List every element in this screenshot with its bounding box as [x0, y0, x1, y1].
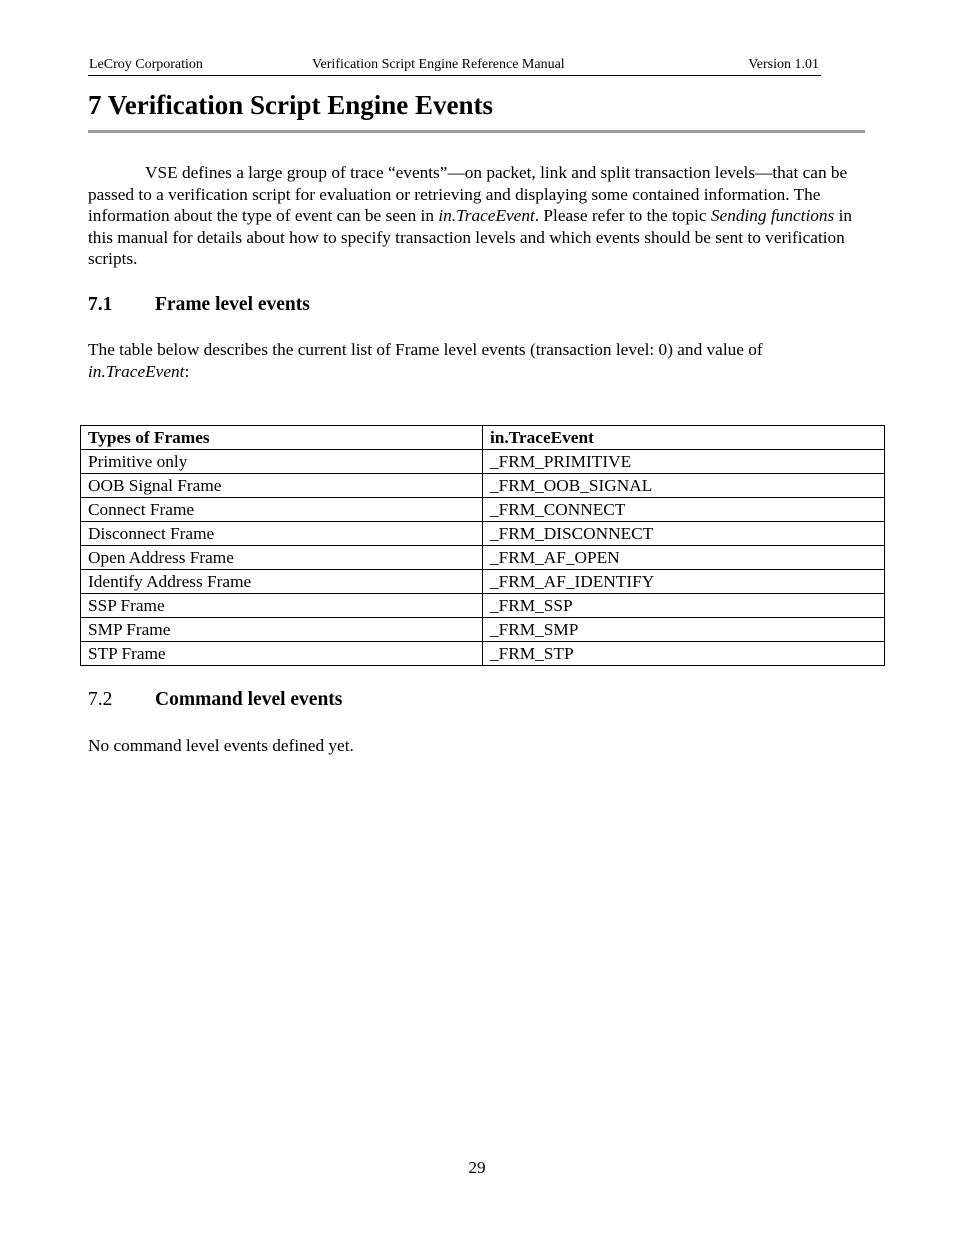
- table-row: [81, 474, 885, 498]
- column-header-frame-type: Types of Frames: [81, 426, 483, 450]
- frame-type-cell: Identify Address Frame: [81, 570, 483, 594]
- table-row: [81, 450, 885, 474]
- frame-type-cell: Open Address Frame: [81, 546, 483, 570]
- frame-type-cell: Primitive only: [81, 450, 483, 474]
- intro-italic-trace-event: in.TraceEvent: [438, 206, 535, 226]
- trace-event-cell: _FRM_DISCONNECT: [483, 522, 885, 546]
- command-level-description: No command level events defined yet.: [88, 736, 354, 755]
- table-row: [81, 546, 885, 570]
- section-heading-command-level: [88, 688, 342, 712]
- section-heading-frame-level: [88, 293, 310, 317]
- trace-event-cell: _FRM_OOB_SIGNAL: [483, 474, 885, 498]
- trace-event-cell: _FRM_STP: [483, 642, 885, 666]
- intro-text-2: . Please refer to the topic: [534, 206, 711, 226]
- table-row: [81, 594, 885, 618]
- frame-type-cell: STP Frame: [81, 642, 483, 666]
- intro-text-1: VSE defines a large group of trace “events”—on packet, link and split transaction levels—that can be passed to a verification script for evaluation or retrieving and displaying some contained information. The information about the type of event can be seen in: [88, 163, 848, 226]
- frame-level-italic-trace-event: in.TraceEvent: [88, 361, 185, 381]
- trace-event-cell: _FRM_PRIMITIVE: [483, 450, 885, 474]
- trace-event-cell: _FRM_AF_IDENTIFY: [483, 570, 885, 594]
- frame-type-cell: SSP Frame: [81, 594, 483, 618]
- section-title: Frame level events: [155, 294, 310, 315]
- table-row: [81, 522, 885, 546]
- frame-events-table: [80, 425, 885, 666]
- header-company: LeCroy Corporation: [89, 57, 203, 72]
- frame-type-cell: OOB Signal Frame: [81, 474, 483, 498]
- header-manual-title: Verification Script Engine Reference Manual: [312, 57, 565, 72]
- table-row: [81, 642, 885, 666]
- frame-level-text-end: :: [184, 361, 190, 381]
- intro-paragraph: [88, 162, 858, 270]
- frame-level-text: The table below describes the current list of Frame level events (transaction level: 0) and value of: [88, 340, 763, 359]
- chapter-rule: [88, 130, 865, 133]
- section-number: 7.2: [88, 689, 113, 710]
- table-row: [81, 570, 885, 594]
- trace-event-cell: _FRM_AF_OPEN: [483, 546, 885, 570]
- running-header: [88, 57, 821, 76]
- intro-italic-sending-functions: Sending functions: [710, 206, 835, 226]
- table-row: [81, 618, 885, 642]
- section-title: Command level events: [155, 689, 343, 710]
- header-version: Version 1.01: [748, 57, 819, 72]
- intro-text-3: in this manual for details about how to specify transaction levels and which events should be sent to verification scripts.: [88, 206, 853, 269]
- frame-type-cell: Connect Frame: [81, 498, 483, 522]
- page-number: 29: [468, 1158, 486, 1177]
- frame-type-cell: Disconnect Frame: [81, 522, 483, 546]
- trace-event-cell: _FRM_SSP: [483, 594, 885, 618]
- trace-event-cell: _FRM_CONNECT: [483, 498, 885, 522]
- frame-type-cell: SMP Frame: [81, 618, 483, 642]
- table-row: [81, 498, 885, 522]
- column-header-trace-event: in.TraceEvent: [483, 426, 885, 450]
- chapter-title: 7 Verification Script Engine Events: [88, 90, 494, 120]
- frame-level-description: [88, 339, 858, 382]
- table-header-row: [81, 426, 885, 450]
- trace-event-cell: _FRM_SMP: [483, 618, 885, 642]
- section-number: 7.1: [88, 294, 113, 315]
